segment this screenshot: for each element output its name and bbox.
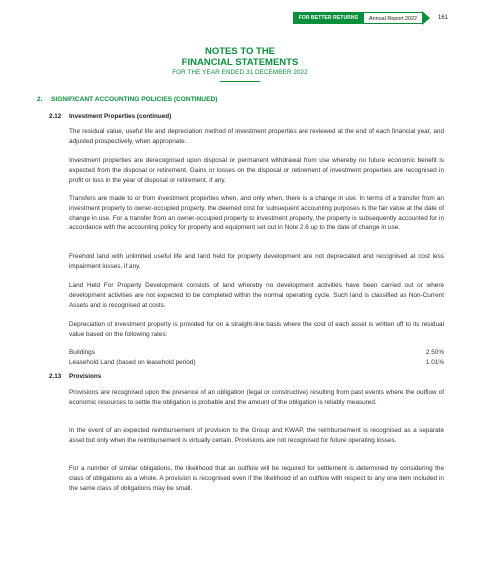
subsection-label: Provisions [69, 373, 102, 380]
chevron-right-icon [422, 11, 430, 25]
section-label: SIGNIFICANT ACCOUNTING POLICIES (CONTINUED) [51, 96, 218, 103]
paragraph: Transfers are made to or from investment properties when, and only when, there is a change in use. In terms of a transfer from an investment property to owner-occupied property, the deemed cost for subsequent accounting purposes is the fair value at the date of change in use. For a transfer from an owner-occupied property to investment property, the property is subsequently accounted for in accordance with the accounting policy for property and equipment set out in Note 2.6 up to the date of change in use. [69, 195, 444, 232]
rate-label: Leasehold Land (based on leasehold period) [69, 359, 196, 366]
subsection-number: 2.12 [49, 113, 62, 120]
subsection-number: 2.13 [49, 373, 62, 380]
section-heading [37, 96, 217, 103]
paragraph: The residual value, useful life and depreciation method of investment properties are reviewed at the end of each financial year, and adjusted prospectively, when appropriate. [69, 128, 444, 145]
page-number: 161 [437, 15, 448, 21]
tagline-badge: FOR BETTER RETURNS [293, 12, 364, 24]
paragraph: Depreciation of investment property is provided for on a straight-line basis where the cost of each asset is written off to its residual value based on the following rates: [69, 321, 444, 338]
report-label: Annual Report 2022 [364, 12, 422, 24]
page-header [293, 11, 448, 25]
rate-label: Buildings [69, 349, 95, 356]
paragraph: For a number of similar obligations, the likelihood that an outflow will be required for settlement is determined by considering the class of obligations as a whole. A provision is recognised even if the likelihood of an outflow with respect to any one item included in the same class of obligations may be small. [69, 465, 444, 492]
paragraph: Provisions are recognised upon the presence of an obligation (legal or constructive) resulting from past events where the outflow of economic resources to settle the obligation is probable and the amount of the obligation is reliably measured. [69, 389, 444, 406]
rate-value: 2.50% [425, 349, 444, 356]
page-title [0, 46, 480, 82]
section-number: 2. [37, 96, 43, 103]
subsection-heading-2-13 [49, 373, 101, 380]
subsection-label: Investment Properties (continued) [69, 113, 172, 120]
rate-row [69, 358, 444, 368]
paragraph: Investment properties are derecognised upon disposal or permanent withdrawal from use whereby no future economic benefit is expected from the disposal or retirement. Gains or losses on the disposal or retirement of investment properties are recognised in profit or loss in the year of disposal or retirement, if any. [69, 157, 444, 184]
title-line-2: FINANCIAL STATEMENTS [181, 57, 299, 68]
title-divider [220, 81, 260, 82]
paragraph: In the event of an expected reimbursement of provision to the Group and KWAP, the reimbursement is recognised as a separate asset but only when the reimbursement is virtually certain. Provisions are not recognised for future operating losses. [69, 427, 444, 444]
paragraph: Freehold land with unlimited useful life and land held for property development are not depreciated and recognised at cost less impairment losses, if any. [69, 253, 444, 270]
rate-row [69, 348, 444, 358]
rate-value: 1.01% [425, 359, 444, 366]
subsection-heading-2-12 [49, 113, 171, 120]
title-line-1: NOTES TO THE [204, 46, 276, 57]
paragraph: Land Held For Property Development consists of land whereby no development activities have been carried out or where development activities are not expected to be completed within the normal operating cycle. Such land is classified as Non-Current Assets and is recognised at costs. [69, 282, 444, 309]
title-subtitle: FOR THE YEAR ENDED 31 DECEMBER 2022 [172, 69, 308, 76]
